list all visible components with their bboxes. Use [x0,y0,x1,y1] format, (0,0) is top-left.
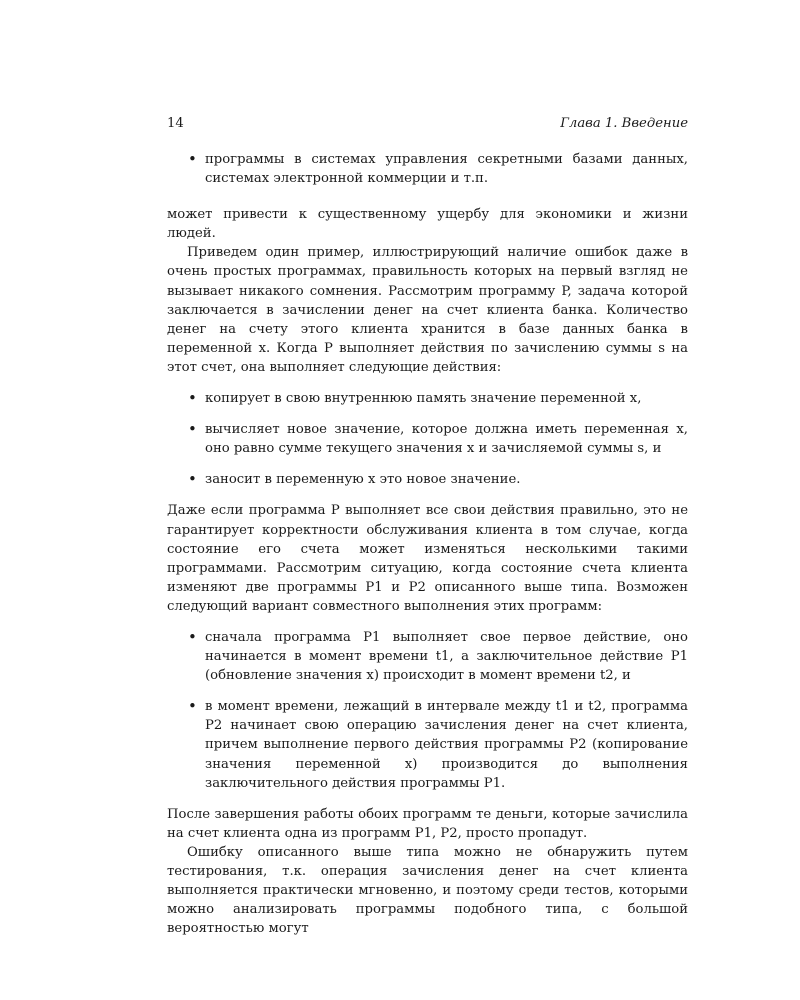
page-number: 14 [167,116,184,131]
paragraph: Приведем один пример, иллюстрирующий наличие ошибок даже в очень простых программах, правильность которых на первый взгляд не вызывает никакого сомнения. Рассмотрим программу P, задача которой заключается в зачислении денег на счет клиента банка. Количество денег на счету этого клиента хранится в базе данных банка в переменной x. Когда P выполняет действия по зачислению суммы s на этот счет, она выполняет следующие действия: [167,245,688,375]
list-item: • копирует в свою внутреннюю память значение переменной x, [167,389,688,408]
scenario-list [167,628,688,793]
list-item: • вычисляет новое значение, которое должна иметь переменная x, оно равно сумме текущего значения x и зачисляемой суммы s, и [167,420,688,458]
paragraph: может привести к существенному ущербу для экономики и жизни людей. [167,207,688,242]
list-item: • в момент времени, лежащий в интервале между t1 и t2, программа P2 начинает свою операцию зачисления денег на счет клиента, причем выполнение первого действия программы P2 (копирование значения переменной x) производится до выполнения заключительного действия программы P1. [167,697,688,792]
page-body [167,114,688,938]
list-item: • сначала программа P1 выполняет свое первое действие, оно начинается в момент времени t1, а заключительное действие P1 (обновление значения x) происходит в момент времени t2, и [167,628,688,685]
list-item: • программы в системах управления секретными базами данных, системах электронной коммерции и т.п. [167,150,688,188]
actions-list [167,389,688,489]
paragraph: После завершения работы обоих программ те деньги, которые зачислила на счет клиента одна из программ P1, P2, просто пропадут. [167,806,688,841]
page-header [167,114,688,136]
list-item: • заносит в переменную x это новое значение. [167,470,688,489]
top-bullet-list [167,150,688,188]
paragraph: Ошибку описанного выше типа можно не обнаружить путем тестирования, т.к. операция зачисления денег на счет клиента выполняется практически мгновенно, и поэтому среди тестов, которыми можно анализировать программы подобного типа, с большой вероятностью могут [167,844,688,937]
paragraph: Даже если программа P выполняет все свои действия правильно, это не гарантирует корректности обслуживания клиента в том случае, когда состояние его счета может изменяться несколькими такими программами. Рассмотрим ситуацию, когда состояние счета клиента изменяют две программы P1 и P2 описанного выше типа. Возможен следующий вариант совместного выполнения этих программ: [167,503,688,614]
running-title: Глава 1. Введение [560,116,688,131]
